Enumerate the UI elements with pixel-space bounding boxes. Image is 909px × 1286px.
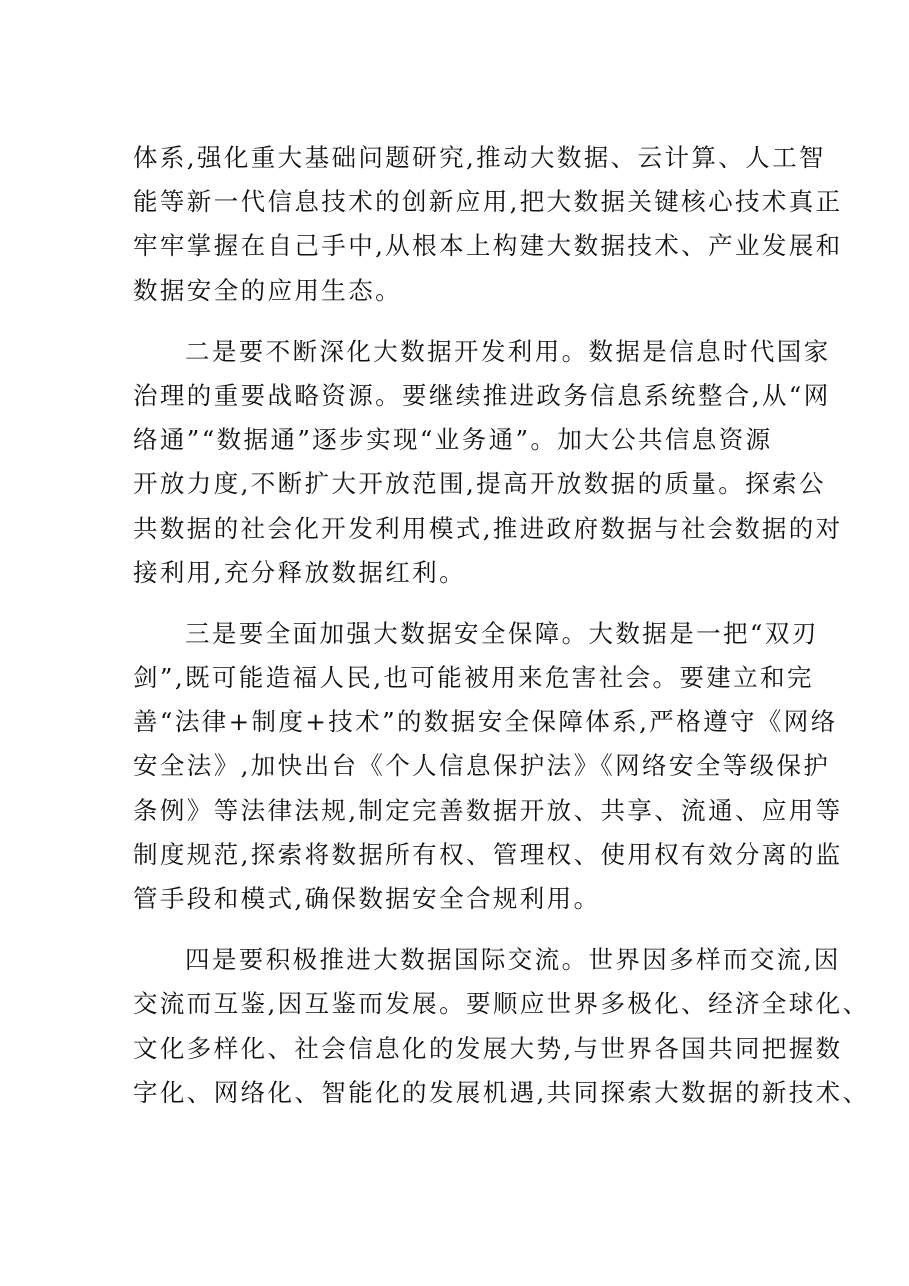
paragraph-line: 三是要全面加强大数据安全保障。大数据是一把“双刃 (185, 618, 819, 648)
paragraph-line: 安全法》,加快出台《个人信息保护法》《网络安全等级保护 (133, 751, 831, 781)
paragraph-line: 善“法律+制度+技术”的数据安全保障体系,严格遵守《网络 (133, 707, 838, 737)
paragraph-line: 字化、网络化、智能化的发展机遇,共同探索大数据的新技术、 (133, 1077, 870, 1107)
paragraph-2 (133, 330, 843, 595)
paragraph-line: 二是要不断深化大数据开发利用。数据是信息时代国家 (185, 336, 831, 366)
paragraph-line: 牢牢掌握在自己手中,从根本上构建大数据技术、产业发展和 (133, 231, 843, 261)
paragraph-line: 共数据的社会化开发利用模式,推进政府数据与社会数据的对 (133, 513, 843, 543)
paragraph-line: 治理的重要战略资源。要继续推进政务信息系统整合,从“网 (133, 380, 831, 410)
paragraph-line: 条例》等法律法规,制定完善数据开放、共享、流通、应用等 (133, 795, 843, 825)
paragraph-1 (133, 136, 843, 313)
paragraph-line: 能等新一代信息技术的创新应用,把大数据关键核心技术真正 (133, 187, 843, 217)
paragraph-4 (133, 938, 870, 1115)
paragraph-line: 数据安全的应用生态。 (133, 275, 402, 305)
paragraph-line: 络通”“数据通”逐步实现“业务通”。加大公共信息资源 (133, 425, 773, 455)
paragraph-line: 剑”,既可能造福人民,也可能被用来危害社会。要建立和完 (133, 663, 814, 693)
paragraph-3 (133, 612, 843, 921)
paragraph-line: 体系,强化重大基础问题研究,推动大数据、云计算、人工智 (133, 143, 826, 172)
paragraph-line: 开放力度,不断扩大开放范围,提高开放数据的质量。探索公 (133, 469, 826, 499)
paragraph-line: 管手段和模式,确保数据安全合规利用。 (133, 884, 601, 913)
paragraph-line: 四是要积极推进大数据国际交流。世界因多样而交流,因 (185, 945, 841, 975)
paragraph-line: 制度规范,探索将数据所有权、管理权、使用权有效分离的监 (133, 839, 843, 869)
paragraph-line: 接利用,充分释放数据红利。 (133, 557, 466, 587)
paragraph-line: 交流而互鉴,因互鉴而发展。要顺应世界多极化、经济全球化、 (133, 989, 870, 1019)
paragraph-line: 文化多样化、社会信息化的发展大势,与世界各国共同把握数 (133, 1033, 843, 1063)
document-body (133, 136, 870, 1115)
